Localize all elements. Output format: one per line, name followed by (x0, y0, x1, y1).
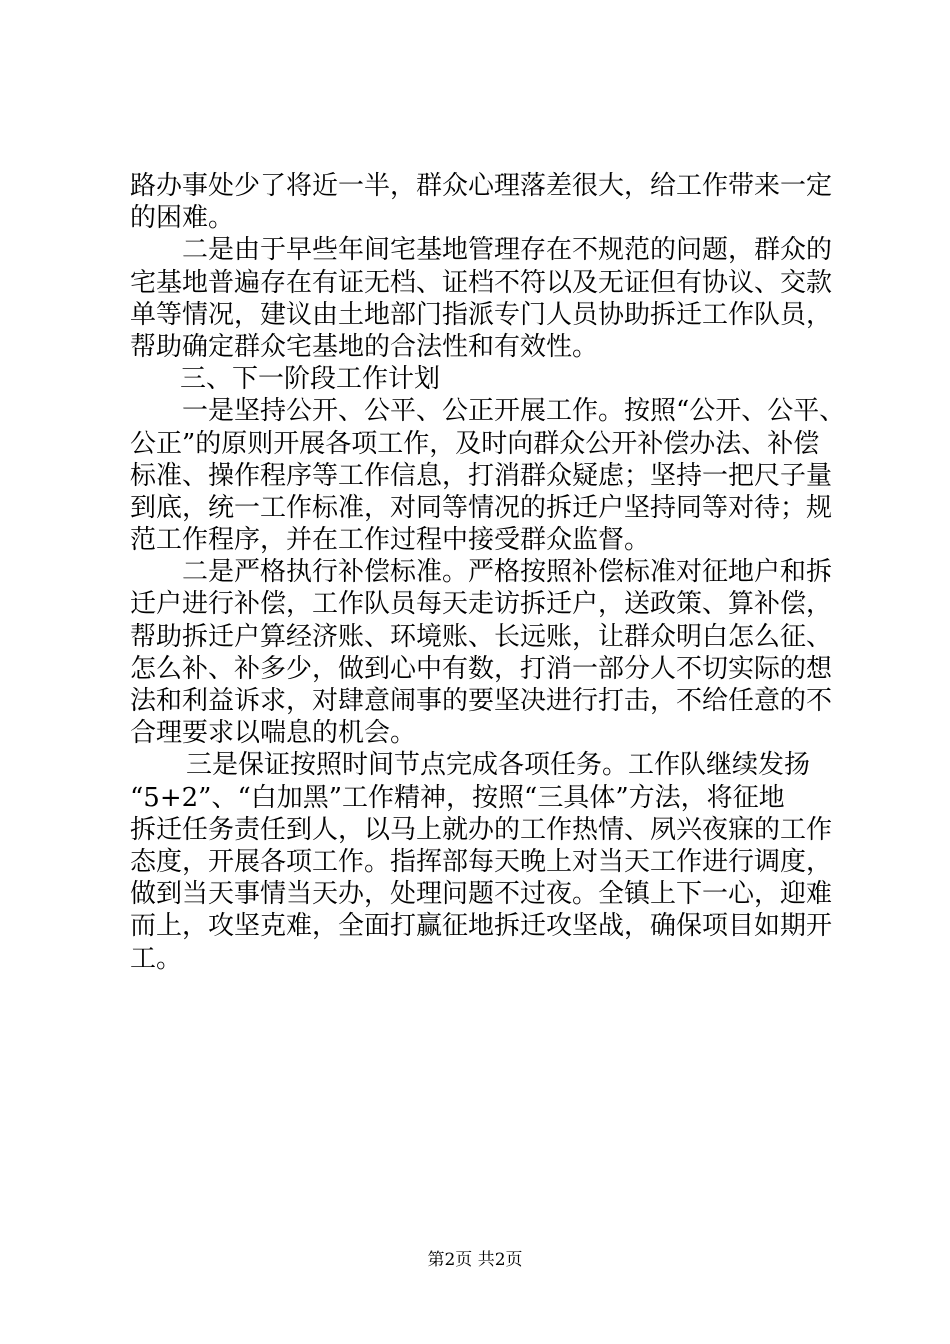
page-number-footer: 第2页 共2页 (427, 1250, 523, 1270)
text-line: 帮助确定群众宅基地的合法性和有效性。 (130, 331, 599, 362)
text-line: 帮助拆迁户算经济账、环境账、长远账，让群众明白怎么征、 (130, 621, 833, 652)
text-line: 怎么补、补多少，做到心中有数，打消一部分人不切实际的想 (130, 653, 833, 684)
text-line: 单等情况，建议由土地部门指派专门人员协助拆迁工作队员， (130, 299, 833, 330)
paragraph-start-line: 二是由于早些年间宅基地管理存在不规范的问题，群众的 (182, 235, 833, 266)
document-body (130, 170, 846, 975)
text-line: 法和利益诉求，对肆意闹事的要坚决进行打击，不给任意的不 (130, 686, 833, 716)
paragraph-start-line: 二是严格执行补偿标准。严格按照补偿标准对征地户和拆 (182, 557, 833, 588)
text-line: “5+2”、“白加黑”工作精神，按照“三具体”方法，将征地 (130, 782, 785, 813)
text-line: 做到当天事情当天办，处理问题不过夜。全镇上下一心，迎难 (130, 879, 833, 910)
text-line: 拆迁任务责任到人，以马上就办的工作热情、夙兴夜寐的工作 (130, 814, 833, 845)
text-line: 到底，统一工作标准，对同等情况的拆迁户坚持同等对待；规 (130, 492, 833, 523)
text-line: 公正”的原则开展各项工作，及时向群众公开补偿办法、补偿 (130, 428, 820, 459)
text-line: 标准、操作程序等工作信息，打消群众疑虑；坚持一把尺子量 (130, 460, 833, 491)
paragraph-start-line: 三是保证按照时间节点完成各项任务。工作队继续发扬 (186, 750, 811, 781)
section-heading: 三、下一阶段工作计划 (180, 364, 441, 395)
text-line: 迁户进行补偿，工作队员每天走访拆迁户，送政策、算补偿， (130, 589, 833, 620)
text-line: 工。 (130, 943, 183, 974)
text-line: 宅基地普遍存在有证无档、证档不符以及无证但有协议、交款 (130, 267, 833, 298)
text-line: 态度，开展各项工作。指挥部每天晚上对当天工作进行调度， (130, 846, 833, 877)
text-line: 的困难。 (130, 203, 235, 234)
text-line: 而上，攻坚克难，全面打赢征地拆迁攻坚战，确保项目如期开 (130, 911, 833, 942)
text-line: 合理要求以喘息的机会。 (130, 718, 417, 749)
text-line: 路办事处少了将近一半，群众心理落差很大，给工作带来一定 (130, 171, 833, 201)
text-line: 范工作程序，并在工作过程中接受群众监督。 (130, 525, 651, 556)
paragraph-start-line: 一是坚持公开、公平、公正开展工作。按照“公开、公平、 (182, 396, 846, 427)
